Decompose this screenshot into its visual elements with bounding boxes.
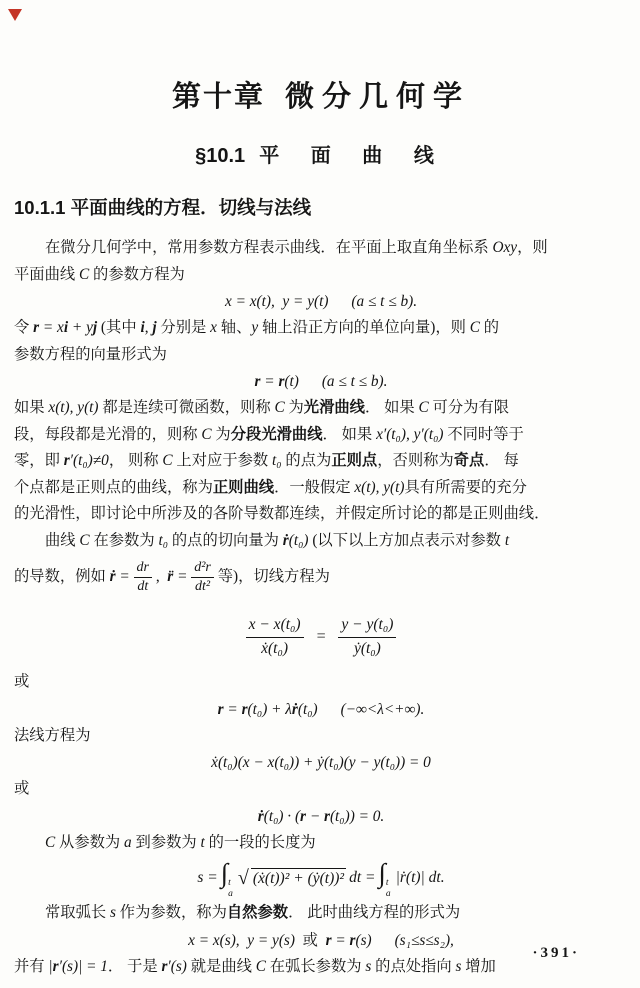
chapter-title [14, 74, 628, 115]
text-segment: ṙ [291, 700, 298, 718]
text-segment: r [325, 931, 332, 949]
tangent-line-fraction-equation [14, 609, 628, 665]
text-segment: r [161, 957, 168, 975]
text-segment: x(t), y(t) [354, 478, 405, 496]
vector-equation [14, 368, 628, 395]
text-segment: r [349, 931, 356, 949]
text-segment: (t) [284, 373, 299, 390]
text-segment [318, 701, 341, 718]
text-segment: r̈ [167, 568, 174, 586]
text-segment: (t₀) + λ [247, 700, 292, 718]
text-segment: a [124, 833, 132, 851]
text-segment: ． 如果 [364, 399, 419, 416]
text-segment: 不同时等于 [443, 425, 524, 443]
line-7 [14, 395, 628, 422]
text-segment: (其中 [97, 319, 141, 336]
fraction [191, 559, 214, 596]
text-segment: 光滑曲线 [303, 399, 365, 416]
section-name: 平 面 曲 线 [259, 145, 447, 167]
text-segment: r [241, 700, 248, 718]
text-segment: r [52, 957, 59, 975]
text-segment: |ṙ(t)| dt. [395, 869, 445, 887]
text-segment: 的一段的长度为 [204, 833, 316, 851]
text-segment: 的 [479, 319, 500, 336]
text-segment: (t₀) [297, 700, 318, 718]
text-segment: 从参数为 [55, 833, 125, 851]
text-segment: = [173, 568, 192, 586]
text-segment: = [260, 373, 279, 390]
text-segment: x = x(t), y = y(t) [224, 293, 329, 310]
fraction-denominator: ẏ(t₀) [353, 639, 381, 657]
text-segment [328, 293, 351, 310]
text-segment: 在参数为 [89, 531, 159, 549]
text-segment: = [115, 568, 134, 586]
text-segment: j [152, 319, 157, 336]
text-segment: 自然参数 [226, 904, 289, 922]
text-segment: r [300, 807, 306, 825]
text-segment: = [331, 931, 350, 949]
chapter-name: 微分几何学 [285, 81, 471, 113]
text-segment: dt = [349, 869, 376, 887]
fraction-denominator: dt² [195, 579, 211, 595]
text-segment: (t₀) · ( [263, 807, 301, 825]
text-segment: 段，每段都是光滑的，则称 [14, 425, 202, 443]
text-segment: 都是连续可微函数，则称 [98, 399, 275, 416]
text-segment: ． 如果 [322, 425, 377, 443]
text-segment: (以下以上方加点表示对参数 [308, 531, 505, 549]
text-segment: 增加 [461, 957, 496, 975]
text-segment: 分别是 [156, 319, 211, 336]
text-segment [372, 932, 395, 949]
text-segment: s = [197, 869, 218, 887]
text-segment: 零，即 [14, 452, 64, 469]
text-segment: − [306, 807, 324, 825]
text-segment: C [162, 452, 173, 469]
fraction-numerator: d²r [191, 559, 214, 578]
text-segment: x′(t₀), y′(t₀) [376, 425, 444, 443]
text-segment: + y [68, 319, 93, 336]
line-4 [14, 315, 628, 342]
text-segment: 如果 [14, 399, 49, 416]
line-17 [14, 723, 628, 750]
text-segment: ṙ [282, 531, 289, 549]
text-segment: 就是曲线 [186, 957, 256, 975]
text-segment: C [45, 833, 56, 851]
text-segment: 在微分几何学中，常用参数方程表示曲线．在平面上取直角坐标系 [45, 239, 493, 256]
line-10 [14, 475, 628, 502]
text-segment: 在弧长参数为 [265, 957, 366, 975]
text-segment: , [144, 319, 153, 336]
text-segment: 可分为有限 [428, 399, 510, 416]
text-segment: j [92, 319, 98, 336]
text-segment: i [63, 319, 69, 336]
text-segment: 平面曲线 [14, 265, 80, 283]
text-segment: r [254, 373, 261, 390]
body-text [14, 235, 628, 980]
text-segment: 具有所需要的充分 [404, 478, 527, 496]
page-content [14, 0, 628, 980]
text-segment: 或 [294, 931, 326, 949]
text-segment: ，否则称为 [377, 452, 454, 469]
text-segment: 轴、 [216, 319, 252, 336]
text-segment: ′(s)| = 1 [58, 957, 108, 975]
text-segment: s [365, 957, 372, 975]
line-5 [14, 342, 628, 369]
derivative-notation-line [14, 554, 628, 601]
text-segment: ′(t₀)≠0 [69, 452, 109, 469]
chapter-number: 第十章 [171, 81, 265, 113]
text-segment: r [33, 319, 40, 336]
text-segment: 正则点 [331, 452, 378, 469]
text-segment: 个点都是正则点的曲线，称为 [14, 478, 213, 496]
text-segment: 的光滑性，即讨论中所涉及的各阶导数都连续，并假定所讨论的都是正则曲线． [14, 505, 550, 522]
normal-line-vector-equation [14, 803, 628, 830]
text-segment: 到参数为 [131, 833, 201, 851]
page-number: ·391· [532, 945, 580, 961]
text-segment: 奇点 [453, 452, 485, 469]
line-23 [14, 900, 628, 927]
text-segment: 曲线 [45, 531, 80, 549]
text-segment: 等)，切线方程为 [213, 568, 330, 586]
text-segment: 作为参数，称为 [115, 904, 227, 922]
text-segment: (t₀) [288, 531, 309, 549]
text-segment: ṙ [257, 807, 264, 825]
fraction-numerator: y − y(t₀) [338, 614, 396, 637]
radicand: (ẋ(t))² + (ẏ(t))² [252, 870, 345, 888]
text-segment: 为 [211, 425, 231, 443]
text-segment: = x [39, 319, 64, 336]
text-segment [299, 373, 322, 390]
text-segment: ． 此时曲线方程的形式为 [288, 904, 461, 922]
text-segment: r [278, 373, 285, 390]
text-segment: C [79, 531, 90, 549]
integral-sign: ∫ t a [220, 857, 233, 899]
normal-line-equation [14, 749, 628, 776]
text-segment: = [223, 700, 242, 718]
fraction [338, 614, 396, 660]
text-segment: ．一般假定 [274, 478, 355, 496]
text-segment: x [210, 319, 217, 336]
text-segment: C [418, 399, 429, 416]
text-segment: 的点处指向 [371, 957, 456, 975]
text-segment: t₀ [158, 531, 169, 549]
text-segment: ′(s) [167, 957, 187, 975]
line-9 [14, 448, 628, 475]
text-segment: 的参数方程为 [89, 265, 185, 283]
section-number: §10.1 [195, 145, 246, 167]
text-segment: 轴上沿正方向的单位向量)，则 [258, 319, 470, 336]
text-segment: C [469, 319, 480, 336]
text-segment: t₀ [272, 452, 282, 469]
text-segment: y [251, 319, 259, 336]
text-segment: C [255, 957, 266, 975]
section-title [14, 139, 628, 168]
text-segment: 参数方程的向量形式为 [14, 345, 167, 363]
text-segment: Oxy [492, 239, 518, 256]
text-segment: (s₁≤s≤s₂), [394, 931, 454, 949]
text-segment: (a ≤ t ≤ b). [351, 293, 418, 310]
text-segment: C [201, 425, 212, 443]
text-segment: 上对应于参数 [172, 452, 273, 469]
text-segment: | [48, 957, 53, 975]
text-segment: C [79, 265, 90, 283]
text-segment: 分段光滑曲线 [230, 425, 323, 443]
text-segment: (−∞<λ<+∞). [340, 700, 425, 718]
line-2 [14, 262, 628, 289]
text-segment: s [455, 957, 462, 975]
text-segment: (t₀)) = 0. [329, 807, 385, 825]
text-segment: t [200, 833, 205, 851]
line-12 [14, 528, 628, 555]
arc-length-integral [14, 856, 628, 900]
line-8 [14, 422, 628, 449]
line-1 [14, 235, 628, 262]
text-segment: 的点的切向量为 [168, 531, 283, 549]
text-segment: ， 则称 [108, 452, 163, 469]
param-equation [14, 288, 628, 315]
text-segment: r [323, 807, 330, 825]
text-segment: (a ≤ t ≤ b). [321, 373, 388, 390]
text-segment: 或 [14, 673, 30, 691]
text-segment: 为 [284, 399, 304, 416]
text-segment: i [140, 319, 145, 336]
line-21 [14, 830, 628, 857]
text-segment: 正则曲线 [212, 478, 275, 496]
text-segment: 的导数，例如 [14, 568, 110, 586]
text-segment: , [152, 568, 168, 586]
text-segment: x = x(s), y = y(s) [188, 931, 295, 949]
text-segment: 法线方程为 [14, 726, 91, 744]
line-19 [14, 776, 628, 803]
line-15 [14, 669, 628, 696]
text-segment: C [274, 399, 285, 416]
text-segment: ṙ [109, 568, 116, 586]
text-segment: ，则 [517, 239, 548, 256]
text-segment: r [217, 700, 224, 718]
text-segment: ẋ(t₀)(x − x(t₀)) + ẏ(t₀)(y − y(t₀)) = 0 [211, 754, 431, 772]
radical-sign: √ [237, 866, 249, 889]
fraction [134, 559, 152, 596]
text-segment: t [504, 531, 510, 549]
text-segment: s [110, 904, 116, 922]
text-segment: ． 于是 [107, 957, 162, 975]
integral-sign: ∫ t a [378, 857, 391, 899]
text-segment: 的点为 [281, 452, 332, 469]
tangent-line-vector-equation [14, 696, 628, 723]
text-segment: 令 [14, 319, 34, 336]
fraction [246, 614, 304, 660]
subsection-heading: 10.1.1 平面曲线的方程．切线与法线 [14, 197, 312, 218]
fraction-numerator: dr [134, 559, 152, 578]
text-segment: = [315, 628, 327, 646]
fraction-numerator: x − x(t₀) [246, 614, 304, 637]
fraction-denominator: ẋ(t₀) [261, 639, 289, 657]
fraction-denominator: dt [137, 579, 149, 595]
text-segment: 或 [14, 780, 30, 798]
text-segment: 常取弧长 [45, 904, 111, 922]
line-11 [14, 501, 628, 528]
text-segment: ． 每 [484, 452, 519, 469]
text-segment: x(t), y(t) [48, 399, 99, 416]
text-segment: r [63, 452, 70, 469]
text-segment: 并有 [14, 957, 49, 975]
text-segment: (s) [355, 931, 372, 949]
